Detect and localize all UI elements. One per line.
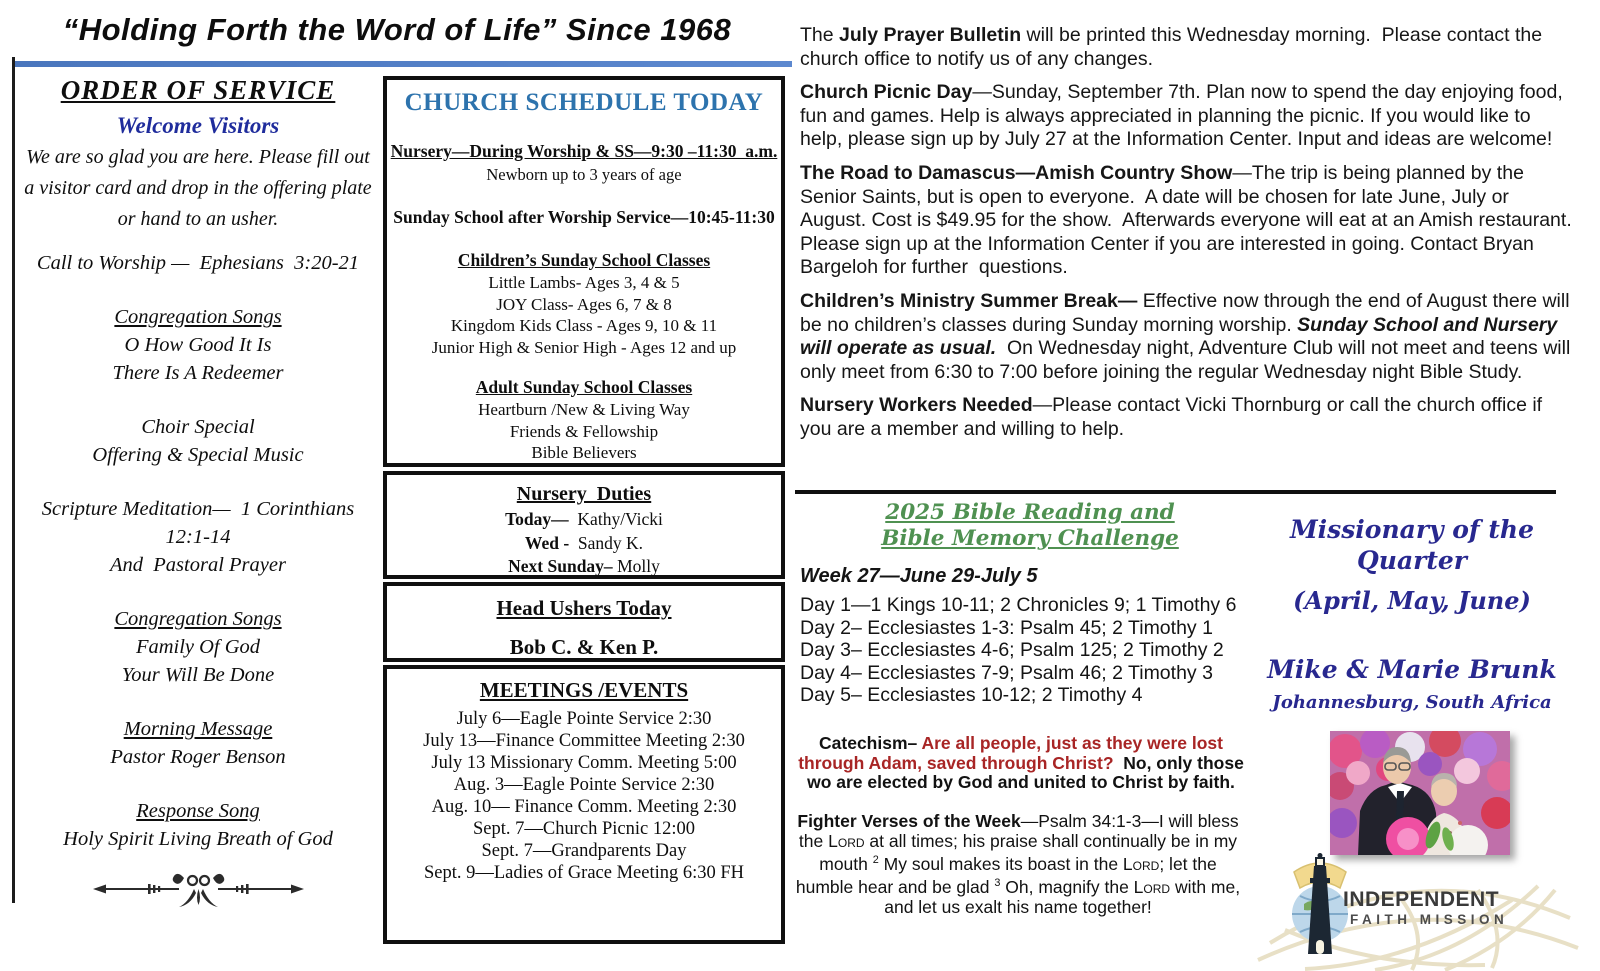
missionary-section	[1262, 514, 1562, 715]
meeting-item: July 13 Missionary Comm. Meeting 5:00	[431, 753, 737, 773]
head-ushers-box	[383, 582, 785, 662]
nursery-duty-row	[387, 532, 781, 556]
service-block-heading: Congregation Songs	[114, 306, 282, 328]
missionary-heading-line: Quarter	[1357, 546, 1467, 575]
missionary-quarter-months: (April, May, June)	[1293, 586, 1531, 615]
nursery-duty-row	[387, 508, 781, 532]
nursery-duty-row	[387, 555, 781, 579]
page-left-edge	[12, 57, 15, 903]
church-schedule-box	[383, 76, 785, 467]
meeting-item: Sept. 9—Ladies of Grace Meeting 6:30 FH	[423, 863, 745, 883]
meeting-item: July 6—Eagle Pointe Service 2:30	[456, 709, 712, 729]
missionary-names: Mike & Marie Brunk	[1267, 655, 1557, 684]
lighthouse-icon	[1292, 853, 1348, 954]
meeting-item: Sept. 7—Church Picnic 12:00	[473, 819, 695, 839]
announcement-nursery-workers: Nursery Workers Needed—Please contact Vicki Thornburg or call the church office if you are a member and willing to help.	[800, 394, 1548, 440]
service-item: 12:1-14	[165, 526, 231, 548]
welcome-note-line: a visitor card and drop in the offering plate	[24, 177, 372, 199]
service-item: Scripture Meditation— 1 Corinthians	[41, 498, 355, 520]
adult-class: Heartburn /New & Living Way	[478, 400, 690, 419]
duty-person: Sandy K.	[569, 532, 644, 553]
order-of-service-heading: ORDER OF SERVICE	[60, 75, 336, 105]
duty-day: Wed -	[524, 532, 570, 553]
service-block-congregation-songs-1	[16, 303, 380, 387]
adult-class: Friends & Fellowship	[509, 421, 659, 441]
meeting-item: July 13—Finance Committee Meeting 2:30	[423, 731, 745, 751]
nursery-schedule-heading: Nursery—During Worship & SS—9:30 –11:30 a.m.	[390, 141, 778, 161]
missionary-heading-line: Missionary of the	[1289, 515, 1535, 544]
meeting-item: Sept. 7—Grandparents Day	[481, 841, 687, 861]
welcome-visitors-heading: Welcome Visitors	[116, 113, 280, 138]
section-divider-rule	[795, 490, 1556, 494]
bible-challenge-heading-line: Bible Memory Challenge	[881, 526, 1179, 551]
bible-challenge-heading	[800, 500, 1260, 552]
welcome-note-line: We are so glad you are here. Please fill out	[26, 146, 370, 168]
sunday-school-time: Sunday School after Worship Service—10:45-11:30	[393, 207, 775, 227]
bible-day-reading: Day 5– Ecclesiastes 10-12; 2 Timothy 4	[800, 684, 1143, 707]
church-schedule-heading: CHURCH SCHEDULE TODAY	[404, 89, 764, 116]
children-class: Kingdom Kids Class - Ages 9, 10 & 11	[450, 316, 718, 335]
bible-day-reading: Day 4– Ecclesiastes 7-9; Psalm 46; 2 Timothy 3	[800, 661, 1213, 684]
divider-ornament-icon	[91, 865, 306, 917]
bible-day-reading: Day 1—1 Kings 10-11; 2 Chronicles 9; 1 Timothy 6	[800, 594, 1237, 616]
song-title: There Is A Redeemer	[112, 362, 284, 384]
bible-week-heading: Week 27—June 29-July 5	[800, 565, 1038, 587]
children-class: Little Lambs- Ages 3, 4 & 5	[488, 273, 680, 292]
head-ushers-names: Bob C. & Ken P.	[509, 635, 659, 659]
meetings-list	[387, 708, 781, 884]
service-block-heading: Morning Message	[123, 718, 273, 740]
song-title: Your Will Be Done	[121, 664, 275, 686]
service-block-response-song	[16, 797, 380, 853]
announcement-childrens-ministry: Children’s Ministry Summer Break— Effective now through the end of August there will be no children’s classes during Sunday morning worship. Sunday School and Nursery will operate as usual. On Wednesday night, Adventure Club will not meet and teens will only meet from 6:30 to 7:00 before joining the regular Wednesday night Bible Study.	[800, 289, 1576, 383]
meeting-item: Aug. 3—Eagle Pointe Service 2:30	[453, 775, 715, 795]
ifm-logo	[1250, 848, 1585, 971]
service-item: And Pastoral Prayer	[110, 554, 286, 576]
duty-day: Next Sunday–	[508, 556, 613, 576]
missionary-location: Johannesburg, South Africa	[1272, 692, 1552, 713]
service-block-heading: Congregation Songs	[114, 608, 282, 630]
service-item: Choir Special	[141, 416, 255, 438]
welcome-note-line: or hand to an usher.	[117, 208, 279, 230]
announcements-section	[800, 24, 1578, 452]
order-of-service-column	[16, 74, 380, 922]
meeting-item: Aug. 10— Finance Comm. Meeting 2:30	[431, 797, 737, 817]
meetings-events-heading: MEETINGS /EVENTS	[479, 678, 689, 702]
meetings-events-box	[383, 665, 785, 944]
children-class: Junior High & Senior High - Ages 12 and up	[431, 337, 737, 357]
adult-class: Bible Believers	[531, 443, 637, 462]
page-title: “Holding Forth the Word of Life” Since 1968	[62, 12, 732, 47]
bible-day-reading: Day 3– Ecclesiastes 4-6; Psalm 125; 2 Timothy 2	[800, 639, 1224, 662]
adult-classes-heading: Adult Sunday School Classes	[475, 377, 693, 397]
bible-challenge-section	[800, 500, 1260, 707]
bible-days-list	[800, 594, 1260, 707]
service-block-congregation-songs-2	[16, 605, 380, 689]
head-ushers-heading: Head Ushers Today	[496, 596, 672, 620]
announcement-road-to-damascus: The Road to Damascus—Amish Country Show—The trip is being planned by the Senior Saints, but is open to everyone. A date will be chosen for late June, July or August. Cost is $49.95 for the show. Afterwards everyone will eat at an Amish restaurant. Please sign up at the Information Center if you are interested in going. Contact Bryan Bargeloh for further questions.	[800, 161, 1578, 279]
service-block-heading: Response Song	[136, 800, 260, 822]
bible-day-reading: Day 2– Ecclesiastes 1-3: Psalm 45; 2 Timothy 1	[800, 616, 1213, 639]
missionary-photo	[1330, 731, 1510, 855]
announcement-church-picnic: Church Picnic Day—Sunday, September 7th. Plan now to spend the day enjoying food, fun and games. Help is always appreciated in planning the picnic. If you would like to help, please sign up by July 27 at the Information Center. Input and ideas are welcome!	[800, 81, 1569, 151]
duty-person: Kathy/Vicki	[568, 509, 663, 529]
fighter-verses-block: Fighter Verses of the Week—Psalm 34:1-3—I will bless the Lord at all times; his praise shall continually be in my mouth $^2$ My soul makes its boast in the Lord; let the humble hear and be glad $^3$ Oh, magnify the Lord with me, and let us exalt his name together!	[795, 811, 1241, 917]
nursery-duties-heading: Nursery Duties	[516, 483, 652, 505]
duty-person: Molly	[612, 556, 660, 576]
nursery-schedule-sub: Newborn up to 3 years of age	[486, 165, 682, 184]
pastor-name: Pastor Roger Benson	[110, 746, 286, 768]
service-block-scripture	[16, 495, 380, 579]
service-block-morning-message	[16, 715, 380, 771]
call-to-worship: Call to Worship — Ephesians 3:20-21	[36, 252, 360, 274]
children-classes-heading: Children’s Sunday School Classes	[457, 250, 711, 270]
song-title: O How Good It Is	[124, 334, 272, 356]
nursery-duties-box	[383, 471, 785, 579]
service-item: Offering & Special Music	[92, 444, 304, 466]
song-title: Family Of God	[135, 636, 261, 658]
ifm-logo-subname: FAITH MISSION	[1350, 912, 1509, 927]
duty-day: Today—	[505, 509, 569, 529]
catechism-block: Catechism– Are all people, just as they were lost through Adam, saved through Christ? No, only those wo are elected by God and united to Christ by faith.	[798, 733, 1244, 792]
missionary-heading	[1262, 514, 1562, 576]
song-title: Holy Spirit Living Breath of God	[63, 828, 333, 850]
service-block-choir	[16, 413, 380, 469]
header-divider-rule	[14, 61, 792, 67]
ifm-logo-name: INDEPENDENT	[1343, 888, 1500, 911]
welcome-note	[16, 142, 380, 235]
children-class: JOY Class- Ages 6, 7 & 8	[496, 294, 672, 314]
bible-challenge-heading-line: 2025 Bible Reading and	[885, 500, 1175, 525]
announcement-july-prayer-bulletin: The July Prayer Bulletin will be printed this Wednesday morning. Please contact the church office to notify us of any changes.	[800, 24, 1548, 70]
